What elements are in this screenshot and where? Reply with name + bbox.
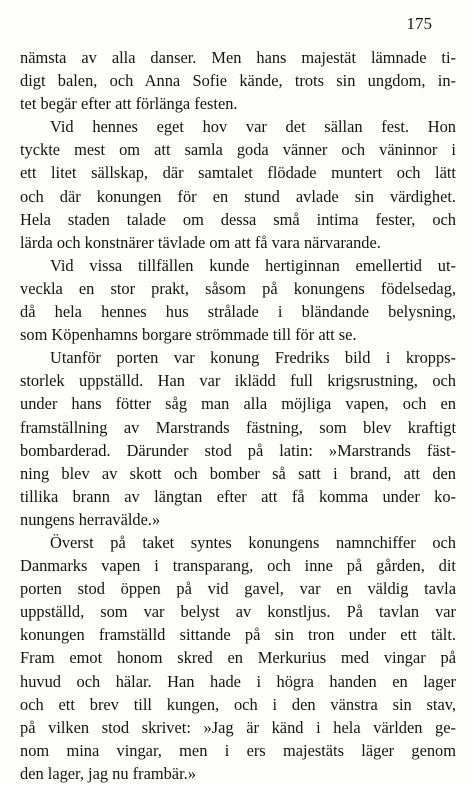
text-line: och ett brev till kungen, och i den vänstra sin stav, — [20, 694, 456, 714]
text-line: Överst på taket syntes konungens namnchiffer och — [50, 532, 456, 552]
text-line: konungen framställd sittande på sin tron under ett tält. — [20, 625, 456, 645]
text-line: porten stod öppen på vid gavel, var en väldig tavla — [20, 579, 456, 599]
text-line: nämsta av alla danser. Men hans majestät lämnade ti- — [20, 48, 456, 67]
text-line: ning blev av skott och bomber så satt i brand, att den — [20, 463, 456, 483]
text-line: uppställd, som var belyst av konstljus. På tavlan var — [20, 602, 456, 622]
text-line: tyckte mest om att samla goda vänner och väninnor i — [20, 140, 456, 160]
text-line: bombarderad. Därunder stod på latin: »Marstrands fäst- — [20, 440, 456, 460]
paragraph — [20, 46, 456, 115]
text-line: Hela staden talade om dessa små intima fester, och — [20, 209, 456, 229]
paragraph — [20, 115, 456, 254]
text-line: digt balen, och Anna Sofie kände, trots sin ungdom, in- — [20, 71, 456, 91]
text-line: Utanför porten var konung Fredriks bild i kropps- — [50, 348, 456, 368]
text-line: storlek uppställd. Han var iklädd full krigsrustning, och — [20, 371, 456, 391]
text-line: då hela hennes hus strålade i bländande belysning, — [20, 302, 456, 322]
text-line: veckla en stor prakt, såsom på konungens födelsedag, — [20, 278, 456, 298]
text-line: den lager, jag nu frambär.» — [20, 763, 196, 783]
text-line: under hans fötter såg man alla möjliga vapen, och en — [20, 394, 456, 414]
text-line: tet begär efter att förlänga festen. — [20, 94, 238, 114]
text-line: och där konungen för en stund avlade sin värdighet. — [20, 186, 456, 206]
text-line: Fram emot honom skred en Merkurius med vingar på — [20, 648, 456, 668]
text-line: lärda och konstnärer tävlade om att få vara närvarande. — [20, 232, 381, 252]
text-line: Danmarks vapen i transparang, och inne på gården, dit — [20, 556, 456, 576]
text-line: huvud och hälar. Han hade i högra handen en lager — [20, 671, 456, 691]
text-line: nungens herravälde.» — [20, 509, 161, 529]
text-line: Vid vissa tillfällen kunde hertiginnan emellertid ut- — [50, 255, 456, 275]
text-line: ett litet sällskap, där samtalet flödade muntert och lätt — [20, 163, 456, 183]
text-line: tillika brann av längtan efter att få komma under ko- — [20, 486, 456, 506]
text-line: som Köpenhamns borgare strömmade till för att se. — [20, 325, 357, 345]
text-line: framställning av Marstrands fästning, som blev kraftigt — [20, 417, 456, 437]
text-line: nom mina vingar, men i ers majestäts läger genom — [20, 740, 456, 760]
text-line: Vid hennes eget hov var det sällan fest. Hon — [50, 117, 456, 137]
paragraph — [20, 531, 456, 785]
page-number: 175 — [406, 14, 432, 33]
body-text — [20, 46, 456, 785]
paragraph — [20, 346, 456, 531]
text-line: på vilken stod skrivet: »Jag är känd i hela världen ge- — [20, 717, 456, 737]
paragraph — [20, 254, 456, 346]
